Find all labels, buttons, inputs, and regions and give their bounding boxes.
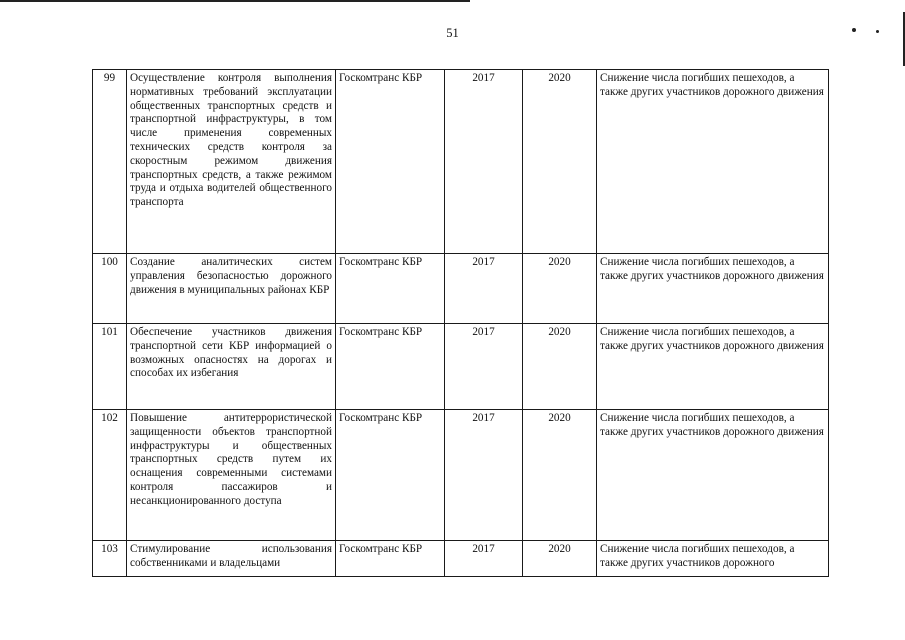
end-year: 2020 [523, 410, 597, 541]
measure-description: Стимулирование использования собственниками и владельцами [127, 541, 336, 577]
row-number: 100 [93, 254, 127, 324]
scan-top-rule [0, 0, 470, 2]
expected-result: Снижение числа погибших пешеходов, а также других участников дорожного движения [597, 410, 829, 541]
start-year: 2017 [445, 324, 523, 410]
table-row [93, 410, 829, 541]
responsible-organization: Госкомтранс КБР [336, 70, 445, 254]
row-number: 99 [93, 70, 127, 254]
end-year: 2020 [523, 70, 597, 254]
measure-description: Обеспечение участников движения транспортной сети КБР информацией о возможных опасностях на дорогах и способах их избегания [127, 324, 336, 410]
measure-description: Создание аналитических систем управления безопасностью дорожного движения в муниципальных районах КБР [127, 254, 336, 324]
table-row [93, 254, 829, 324]
table-row [93, 541, 829, 577]
end-year: 2020 [523, 324, 597, 410]
measure-description: Осуществление контроля выполнения нормативных требований эксплуатации общественных транспортных средств и транспортной инфраструктуры, в том числе применения современных технических средств контроля за скоростным режимом движения транспортных средств, а также режимом труда и отдыха водителей общественного транспорта [127, 70, 336, 254]
responsible-organization: Госкомтранс КБР [336, 324, 445, 410]
end-year: 2020 [523, 541, 597, 577]
expected-result: Снижение числа погибших пешеходов, а также других участников дорожного движения [597, 70, 829, 254]
expected-result: Снижение числа погибших пешеходов, а также других участников дорожного движения [597, 324, 829, 410]
measures-table [92, 69, 829, 577]
end-year: 2020 [523, 254, 597, 324]
table-row [93, 70, 829, 254]
start-year: 2017 [445, 70, 523, 254]
page-number: 51 [446, 26, 459, 40]
row-number: 102 [93, 410, 127, 541]
row-number: 101 [93, 324, 127, 410]
start-year: 2017 [445, 254, 523, 324]
responsible-organization: Госкомтранс КБР [336, 541, 445, 577]
responsible-organization: Госкомтранс КБР [336, 410, 445, 541]
expected-result: Снижение числа погибших пешеходов, а также других участников дорожного [597, 541, 829, 577]
table-row [93, 324, 829, 410]
expected-result: Снижение числа погибших пешеходов, а также других участников дорожного движения [597, 254, 829, 324]
start-year: 2017 [445, 410, 523, 541]
row-number: 103 [93, 541, 127, 577]
responsible-organization: Госкомтранс КБР [336, 254, 445, 324]
start-year: 2017 [445, 541, 523, 577]
measure-description: Повышение антитеррористической защищенности объектов транспортной инфраструктуры и общественных транспортных средств путем их оснащения современными системами контроля пассажиров и несанкционированного доступа [127, 410, 336, 541]
